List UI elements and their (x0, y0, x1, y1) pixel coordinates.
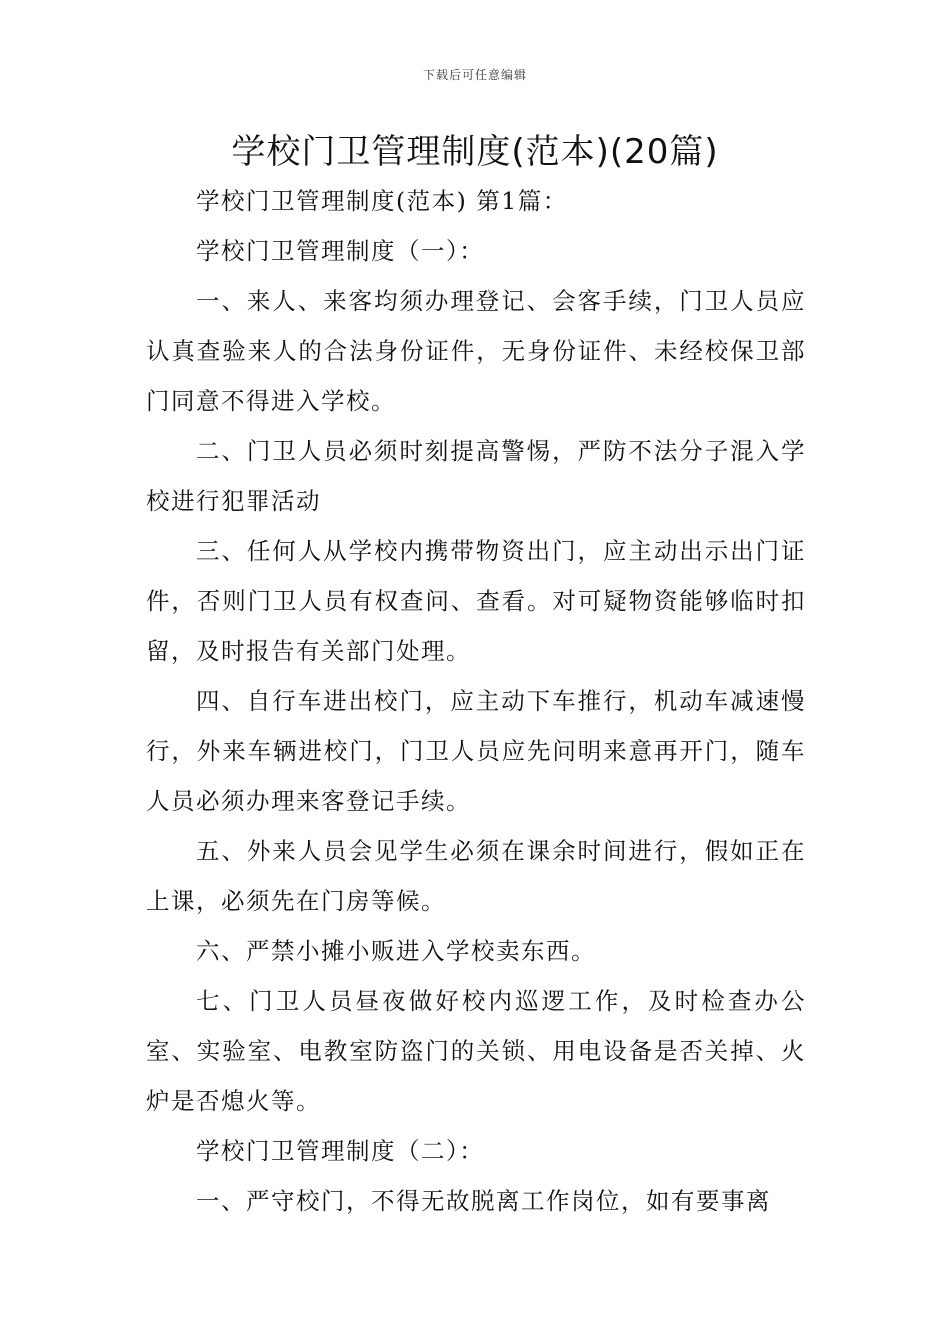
paragraph-11: 一、严守校门，不得无故脱离工作岗位，如有要事离 (196, 1187, 771, 1215)
paragraph-7: 五、外来人员会见学生必须在课余时间进行，假如正在上课，必须先在门房等候。 (146, 837, 806, 915)
paragraph-1: 学校门卫管理制度(范本) 第1篇： (196, 187, 568, 215)
paragraph-3: 一、来人、来客均须办理登记、会客手续，门卫人员应认真查验来人的合法身份证件，无身份证件、未经校保卫部门同意不得进入学校。 (146, 287, 806, 415)
paragraph-9: 七、门卫人员昼夜做好校内巡逻工作，及时检查办公室、实验室、电教室防盗门的关锁、用电设备是否关掉、火炉是否熄火等。 (146, 987, 806, 1115)
paragraph-6: 四、自行车进出校门，应主动下车推行，机动车减速慢行，外来车辆进校门，门卫人员应先问明来意再开门，随车人员必须办理来客登记手续。 (146, 687, 806, 815)
paragraph-8: 六、严禁小摊小贩进入学校卖东西。 (196, 937, 596, 965)
header-note: 下载后可任意编辑 (422, 68, 527, 82)
document-title: 学校门卫管理制度(范本)(20篇) (231, 132, 719, 172)
paragraph-2: 学校门卫管理制度（一）： (196, 237, 485, 265)
document-body (146, 176, 806, 1226)
paragraph-4: 二、门卫人员必须时刻提高警惕，严防不法分子混入学校进行犯罪活动 (146, 437, 806, 515)
paragraph-10: 学校门卫管理制度（二）： (196, 1137, 485, 1165)
paragraph-5: 三、任何人从学校内携带物资出门，应主动出示出门证件，否则门卫人员有权查问、查看。对可疑物资能够临时扣留，及时报告有关部门处理。 (146, 537, 806, 665)
